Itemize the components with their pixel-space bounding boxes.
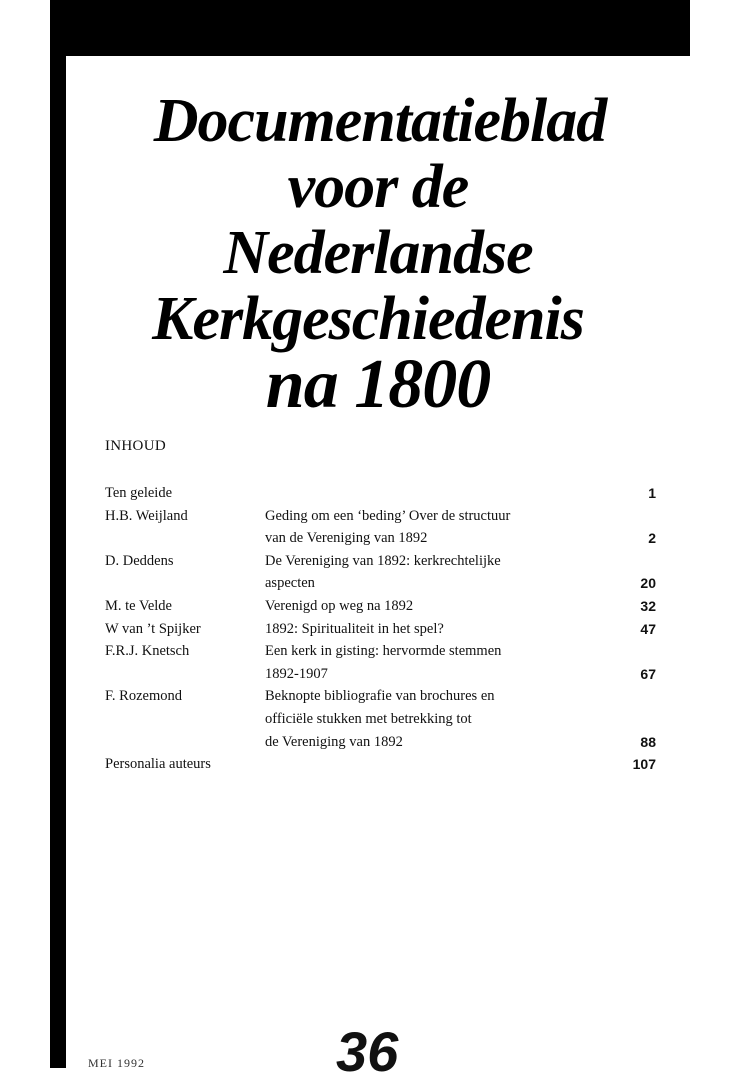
- toc-author: H.B. Weijland: [105, 507, 188, 524]
- toc-author: Personalia auteurs: [105, 756, 211, 773]
- toc-title: Geding om een ‘beding’ Over de structuur: [265, 507, 511, 524]
- toc-row: [105, 663, 656, 686]
- toc-row: [105, 505, 656, 528]
- toc-row: [105, 708, 656, 731]
- toc-title: van de Vereniging van 1892: [265, 530, 428, 547]
- toc-title: De Vereniging van 1892: kerkrechtelijke: [265, 552, 501, 569]
- title-line: Kerkgeschiedenis: [152, 285, 584, 353]
- toc-row: [105, 618, 656, 641]
- toc-row: [105, 640, 656, 663]
- toc-author: F.R.J. Knetsch: [105, 643, 190, 660]
- contents-heading: INHOUD: [105, 438, 166, 454]
- toc-author: Ten geleide: [105, 485, 173, 501]
- toc-author: M. te Velde: [105, 597, 172, 614]
- toc-title: officiële stukken met betrekking tot: [265, 710, 472, 727]
- title-line: na 1800: [265, 346, 491, 423]
- toc-row: [105, 753, 656, 776]
- table-of-contents: [105, 482, 656, 776]
- journal-title: [66, 87, 690, 423]
- toc-title: Een kerk in gisting: hervormde stemmen: [265, 643, 502, 660]
- toc-row: [105, 572, 656, 595]
- toc-row: [105, 595, 656, 618]
- toc-title: 1892-1907: [265, 665, 328, 682]
- issue-date: MEI 1992: [88, 1056, 145, 1070]
- toc-page: 47: [640, 620, 656, 637]
- title-line: voor de: [287, 153, 469, 221]
- title-line: Documentatieblad: [153, 87, 607, 155]
- toc-page: 32: [640, 597, 656, 614]
- toc-author: F. Rozemond: [105, 688, 182, 705]
- toc-row: [105, 685, 656, 708]
- toc-page: 67: [640, 665, 656, 682]
- title-line: Nederlandse: [223, 219, 533, 287]
- toc-page: 88: [640, 733, 656, 750]
- top-black-bar: [50, 0, 690, 56]
- toc-row: [105, 482, 656, 505]
- toc-title: de Vereniging van 1892: [265, 733, 403, 750]
- toc-page: 20: [640, 575, 656, 592]
- toc-page: 1: [648, 485, 656, 501]
- toc-author: W van ’t Spijker: [105, 620, 201, 637]
- issue-number: 36: [336, 1020, 399, 1083]
- toc-title: aspecten: [265, 575, 315, 592]
- toc-title: 1892: Spiritualiteit in het spel?: [265, 620, 444, 637]
- toc-title: Beknopte bibliografie van brochures en: [265, 688, 495, 705]
- left-black-bar: [50, 0, 66, 1068]
- toc-page: 107: [632, 756, 656, 773]
- toc-row: [105, 731, 656, 754]
- toc-author: D. Deddens: [105, 552, 174, 569]
- toc-title: Verenigd op weg na 1892: [265, 597, 414, 614]
- toc-page: 2: [648, 530, 656, 547]
- toc-row: [105, 527, 656, 550]
- toc-row: [105, 550, 656, 573]
